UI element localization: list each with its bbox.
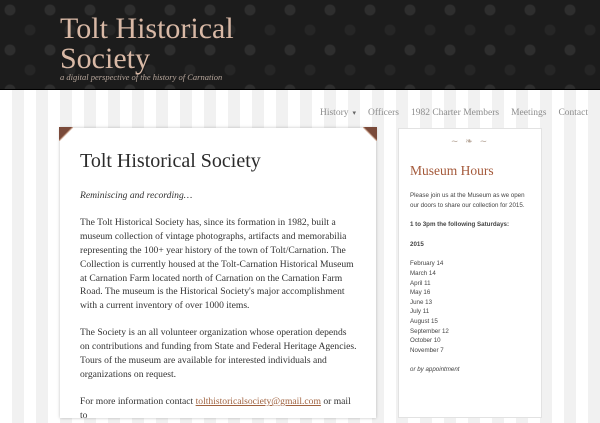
list-item: May 16 bbox=[410, 289, 431, 297]
list-item: September 12 bbox=[410, 327, 449, 335]
widget-title: Museum Hours bbox=[410, 163, 494, 178]
nav-item-charter-members[interactable]: 1982 Charter Members bbox=[410, 108, 500, 118]
page-title: Tolt Historical Society bbox=[80, 150, 261, 172]
list-item: August 15 bbox=[410, 317, 438, 325]
nav-item-label: History bbox=[319, 108, 349, 118]
list-item: June 13 bbox=[410, 298, 433, 306]
corner-ornament-icon bbox=[363, 127, 377, 141]
main-content bbox=[60, 128, 376, 421]
nav-item-contact[interactable]: Contact bbox=[558, 108, 588, 118]
email-link[interactable]: tolthistoricalsociety@gmail.com bbox=[195, 395, 321, 407]
widget-text: Please join us at the Museum as we open our doors to share our collection for 2015. bbox=[410, 192, 525, 209]
dates-list bbox=[410, 259, 530, 355]
contact-suffix: or mail to bbox=[80, 395, 351, 421]
intro-text: Reminiscing and recording… bbox=[80, 190, 193, 201]
list-item: July 11 bbox=[410, 308, 430, 316]
list-item: October 10 bbox=[410, 337, 441, 345]
body-paragraph: The Society is an all volunteer organization whose operation depends on contributions and funding from State and Federal Heritage Agencies. Tours of the museum are available for interested individuals and organizations on request. bbox=[80, 327, 357, 380]
nav-item-meetings[interactable]: Meetings bbox=[511, 108, 547, 118]
appointment-text: or by appointment bbox=[410, 366, 460, 374]
hours-text: 1 to 3pm the following Saturdays: bbox=[410, 221, 510, 229]
site-header bbox=[0, 0, 600, 90]
nav-item-history[interactable] bbox=[314, 108, 362, 118]
site-title[interactable]: Tolt Historical Society bbox=[60, 12, 234, 75]
sidebar-widget bbox=[398, 128, 542, 418]
list-item: November 7 bbox=[410, 346, 444, 354]
main-nav bbox=[314, 108, 594, 118]
ornament-icon: ~ ❧ ~ bbox=[450, 137, 490, 147]
corner-ornament-icon bbox=[59, 127, 73, 141]
nav-item-officers[interactable]: Officers bbox=[368, 108, 399, 118]
site-tagline: a digital perspective of the history of Carnation bbox=[60, 72, 223, 82]
list-item: April 11 bbox=[410, 279, 431, 287]
chevron-down-icon: ▾ bbox=[352, 109, 356, 117]
list-item: February 14 bbox=[410, 260, 444, 268]
body-paragraph: The Tolt Historical Society has, since its formation in 1982, built a museum collection of vintage photographs, artifacts and memorabilia representing the 100+ year history of the town of Tolt/Carnation. The Collection is currently housed at the Tolt-Carnation Historical Museum at Carnation Farm located north of Carnation on the Carnation Farm Road. The museum is the Historical Society's major accomplishment with a current inventory of over 1000 items. bbox=[80, 216, 354, 312]
year-heading: 2015 bbox=[410, 240, 424, 248]
contact-prefix: For more information contact bbox=[80, 395, 196, 407]
list-item: March 14 bbox=[410, 269, 436, 277]
contact-paragraph bbox=[80, 395, 358, 423]
